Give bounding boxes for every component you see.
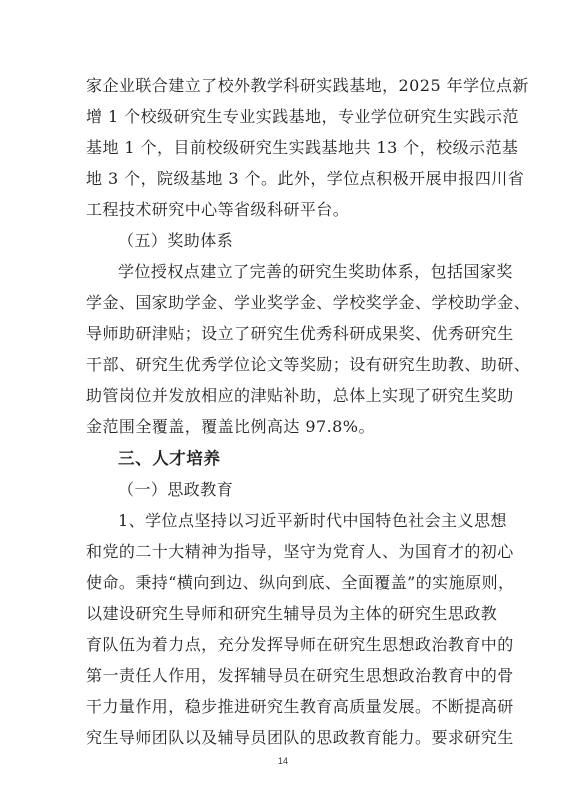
- body-text-line: 干部、研究生优秀学位论文等奖励；设有研究生助教、助研、: [86, 355, 531, 374]
- section-heading-talent-training: 三、人才培养: [118, 449, 221, 468]
- body-text-line: 第一责任人作用，发挥辅导员在研究生思想政治教育中的骨: [86, 666, 514, 685]
- body-text-line: 1、学位点坚持以习近平新时代中国特色社会主义思想: [118, 511, 507, 530]
- body-text-line: 学位授权点建立了完善的研究生奖助体系，包括国家奖: [118, 262, 513, 281]
- body-text-line: 增 1 个校级研究生专业实践基地，专业学位研究生实践示范: [86, 107, 519, 126]
- body-text-line: 工程技术研究中心等省级科研平台。: [86, 200, 350, 219]
- page-number: 14: [277, 756, 288, 766]
- body-text-line: 金范围全覆盖，覆盖比例高达 97.8%。: [86, 417, 375, 436]
- body-text-line: 使命。秉持“横向到边、纵向到底、全面覆盖”的实施原则，: [86, 573, 515, 592]
- subsection-heading-ideological-education: （一）思政教育: [118, 480, 234, 499]
- body-text-line: 以建设研究生导师和研究生辅导员为主体的研究生思政教: [86, 604, 498, 623]
- body-text-line: 导师助研津贴；设立了研究生优秀科研成果奖、优秀研究生: [86, 324, 514, 343]
- body-text-line: 地 3 个，院级基地 3 个。此外，学位点积极开展申报四川省: [86, 169, 525, 188]
- body-text-line: 究生导师团队以及辅导员团队的思政教育能力。要求研究生: [86, 728, 514, 747]
- body-text-line: 助管岗位并发放相应的津贴补助，总体上实现了研究生奖助: [86, 386, 514, 405]
- body-text-line: 家企业联合建立了校外教学科研实践基地，2025 年学位点新: [86, 76, 529, 95]
- body-text-line: 和党的二十大精神为指导，坚守为党育人、为国育才的初心: [86, 542, 514, 561]
- body-text-line: 学金、国家助学金、学业奖学金、学校奖学金、学校助学金、: [86, 293, 531, 312]
- body-text-line: 干力量作用，稳步推进研究生教育高质量发展。不断提高研: [86, 697, 514, 716]
- body-text-line: 育队伍为着力点，充分发挥导师在研究生思想政治教育中的: [86, 635, 514, 654]
- section-heading-reward-system: （五）奖助体系: [118, 231, 234, 250]
- body-text-line: 基地 1 个，目前校级研究生实践基地共 13 个，校级示范基: [86, 138, 519, 157]
